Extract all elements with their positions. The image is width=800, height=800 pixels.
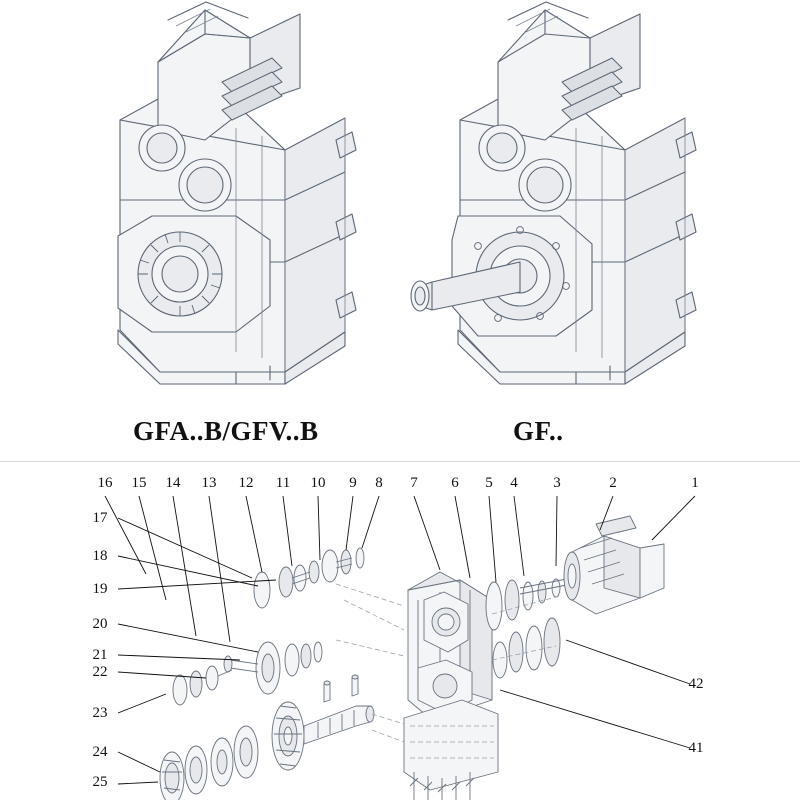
callout-number-15: 15 [131,475,147,491]
callout-number-16: 16 [97,475,113,491]
callout-number-22: 22 [92,664,108,680]
callout-number-7: 7 [410,475,418,491]
callout-number-1: 1 [691,475,699,491]
callout-number-12: 12 [238,475,254,491]
callout-number-8: 8 [375,475,383,491]
callout-number-13: 13 [201,475,217,491]
callout-number-4: 4 [510,475,518,491]
callout-number-19: 19 [92,581,108,597]
callout-number-17: 17 [92,510,108,526]
callout-number-20: 20 [92,616,108,632]
gearbox-gfa-b-gfv-b [118,2,356,384]
callout-number-21: 21 [92,647,108,663]
callout-number-5: 5 [485,475,493,491]
gearbox-gf [411,2,696,384]
callout-number-14: 14 [165,475,181,491]
callout-number-6: 6 [451,475,459,491]
callout-number-25: 25 [92,774,108,790]
callout-number-9: 9 [349,475,357,491]
section-divider [0,461,800,462]
callout-number-2: 2 [609,475,617,491]
caption-gf: GF.. [513,416,564,446]
callout-number-41: 41 [688,740,704,756]
callout-number-18: 18 [92,548,108,564]
caption-gfa-b-gfv-b: GFA..B/GFV..B [133,416,319,446]
callout-number-10: 10 [310,475,326,491]
exploded-assembly [105,496,695,800]
callout-number-3: 3 [553,475,561,491]
callout-number-42: 42 [688,676,704,692]
callout-number-24: 24 [92,744,108,760]
callout-number-11: 11 [275,475,291,491]
callout-number-23: 23 [92,705,108,721]
